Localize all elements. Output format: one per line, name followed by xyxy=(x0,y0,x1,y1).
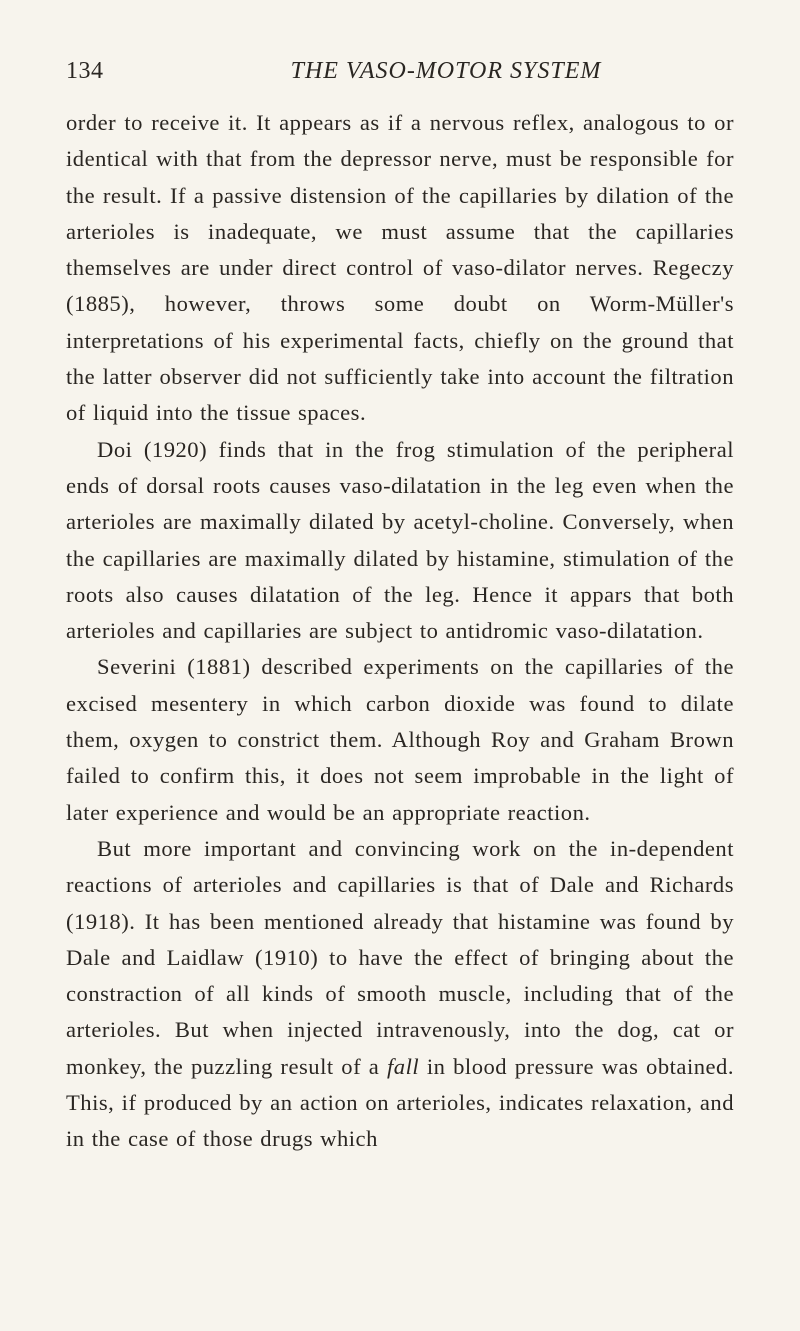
running-title: THE VASO-MOTOR SYSTEM xyxy=(290,58,602,84)
paragraph: Severini (1881) described experiments on the capillaries of the excised mesentery in which carbon dioxide was found to dilate them, oxygen to constrict them. Although Roy and Graham Brown failed to confirm this, it does not seem improbable in the light of later experience and would be an appropriate reaction. xyxy=(66,654,734,825)
paragraph: order to receive it. It appears as if a nervous reflex, analogous to or identical with that from the depressor nerve, must be responsible for the result. If a passive distension of the capillaries by dilation of the arterioles is inadequate, we must assume that the capillaries themselves are under direct control of vaso-dilator nerves. Regeczy (1885), however, throws some doubt on Worm-Müller's interpretations of his experimental facts, chiefly on the ground that the latter observer did not sufficiently take into account the filtration of liquid into the tissue spaces. xyxy=(66,110,734,426)
page-header xyxy=(66,58,734,98)
emphasized-word: fall xyxy=(387,1053,420,1079)
paragraph: Doi (1920) finds that in the frog stimulation of the peripheral ends of dorsal roots causes vaso-dilatation in the leg even when the arterioles are maximally dilated by acetyl-choline. Conversely, when the capillaries are maximally dilated by histamine, stimulation of the roots also causes dilatation of the leg. Hence it appars that both arterioles and capillaries are subject to antidromic vaso-dilatation. xyxy=(66,436,734,644)
body-text xyxy=(66,105,734,1158)
page-number: 134 xyxy=(66,58,104,84)
paragraph: But more important and convincing work on the in-dependent reactions of arterioles and capillaries is that of Dale and Richards (1918). It has been mentioned already that histamine was found by Dale and Laidlaw (1910) to have the effect of bringing about the constraction of all kinds of smooth muscle, including that of the arterioles. But when injected intravenously, into the dog, cat or monkey, the puzzling result of a fall in blood pressure was obtained. This, if produced by an action on arterioles, indicates relaxation, and in the case of those drugs which xyxy=(66,835,734,1152)
